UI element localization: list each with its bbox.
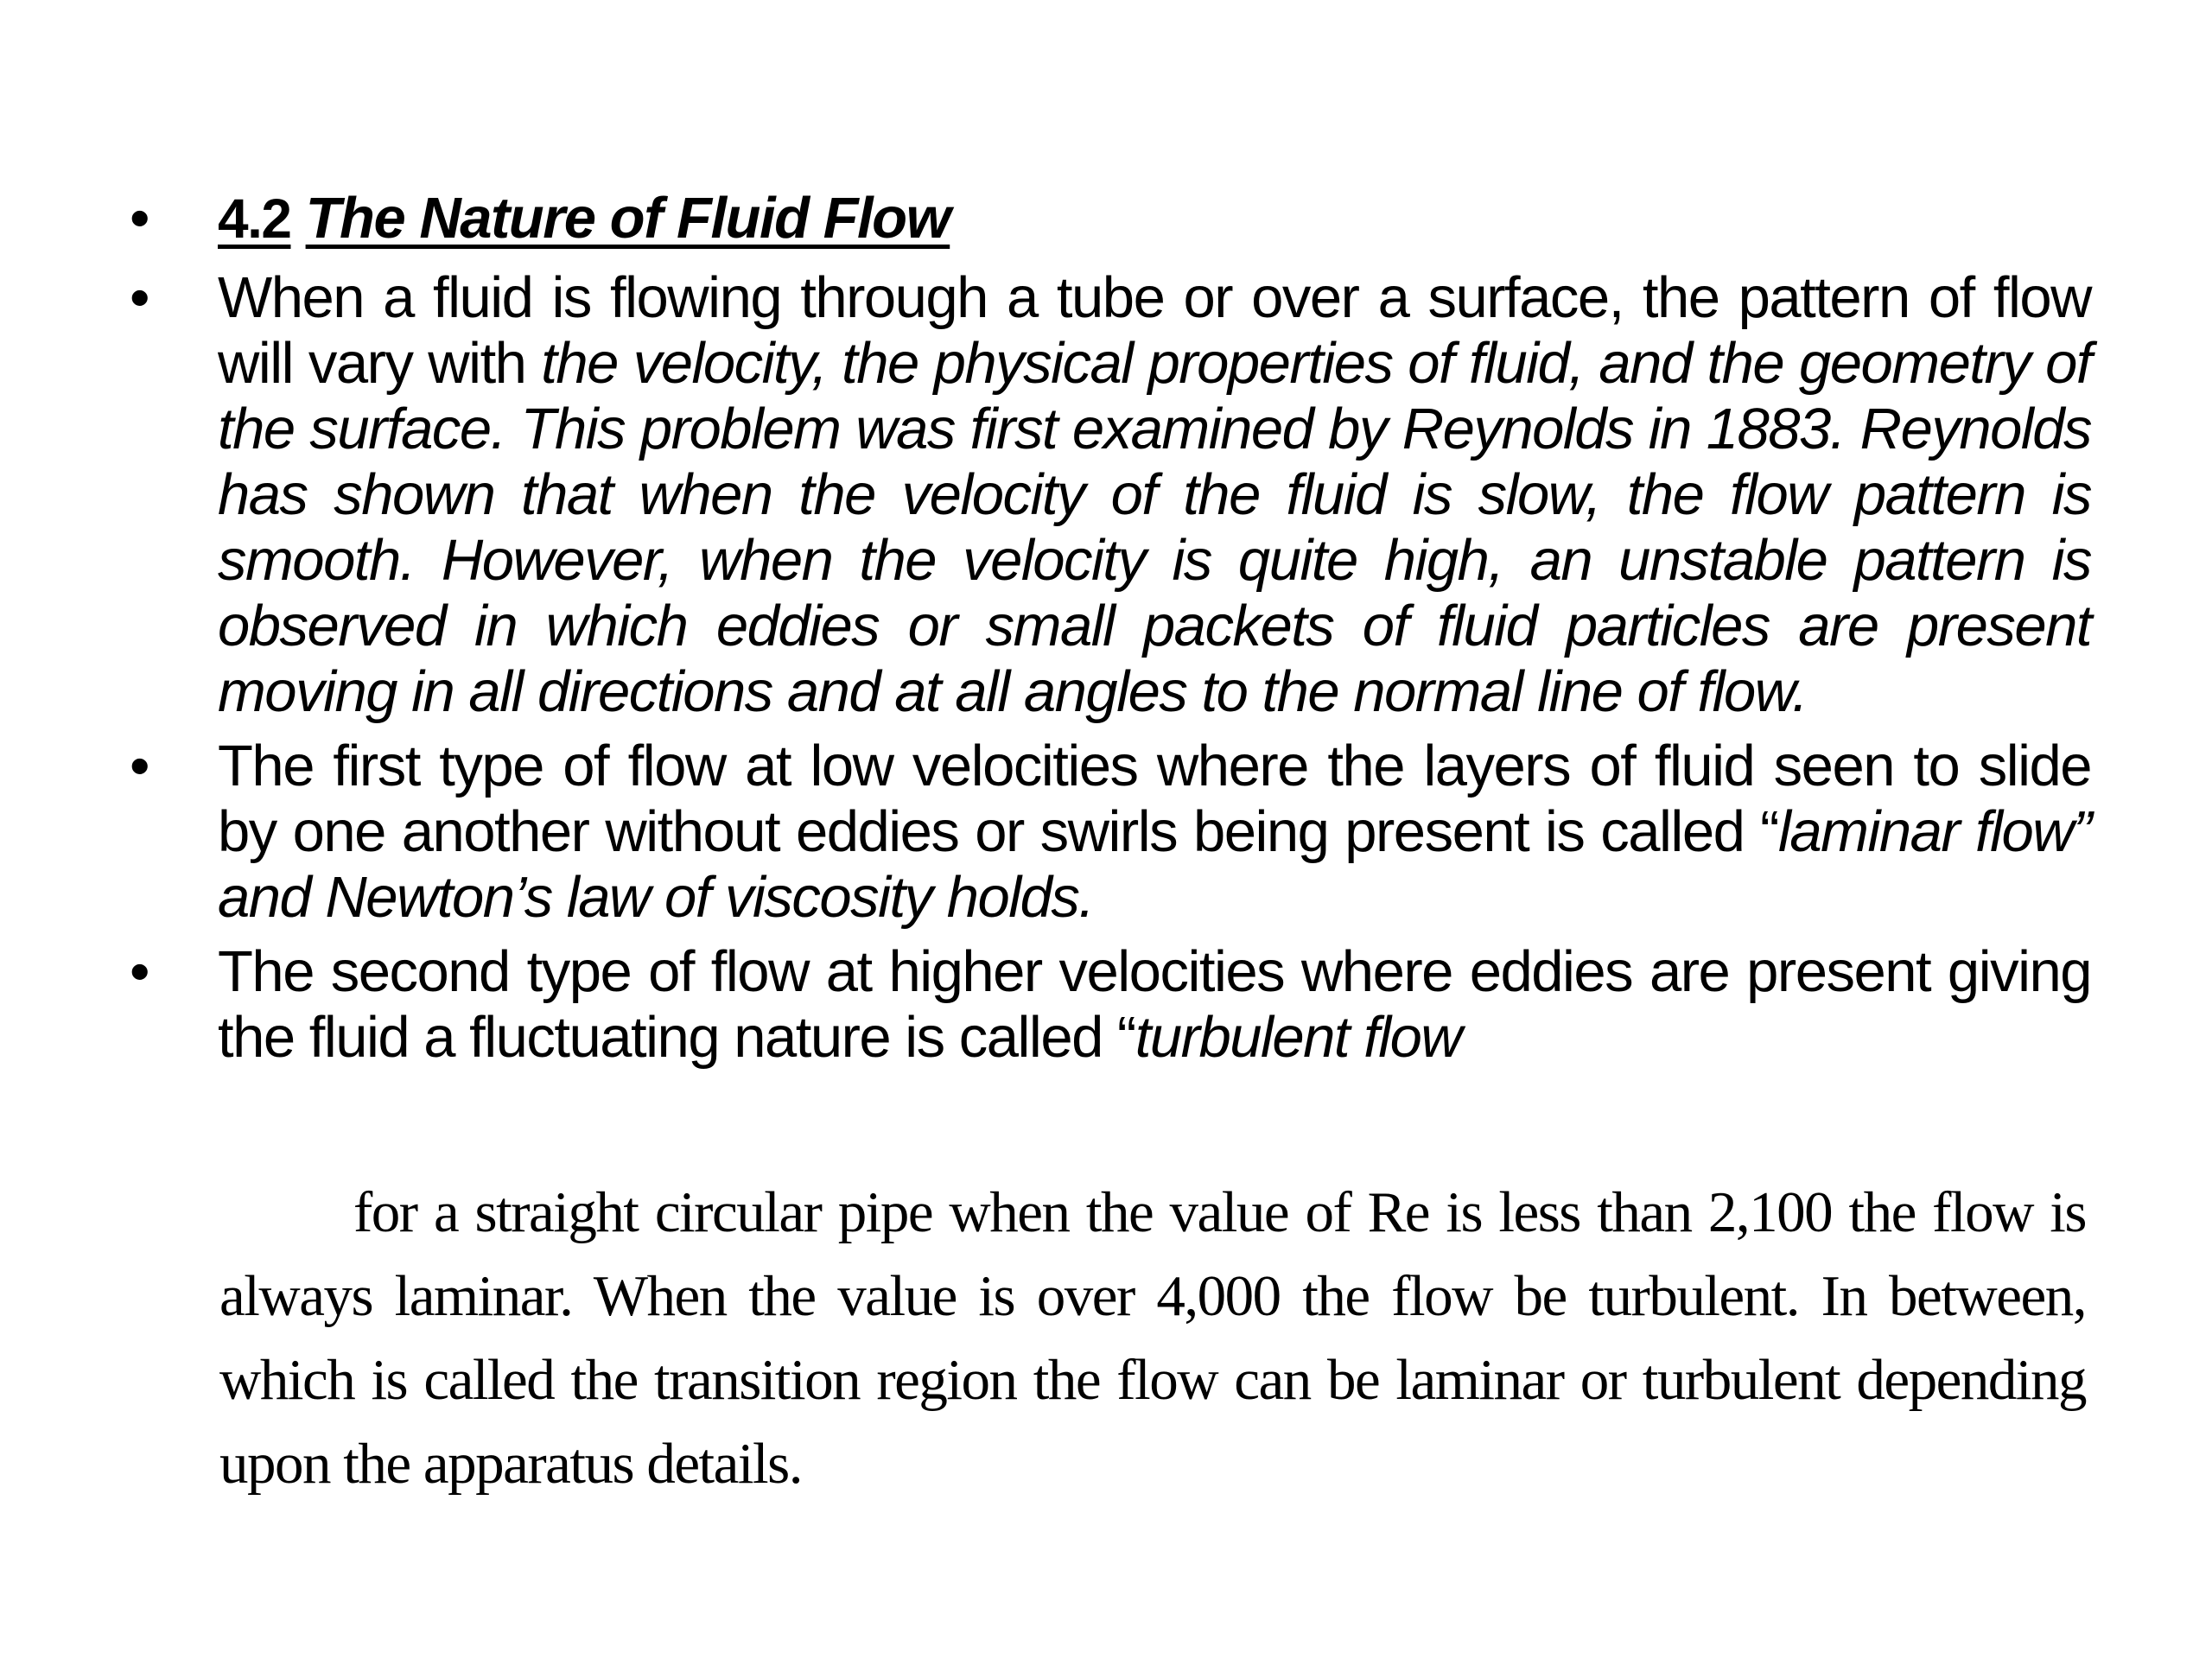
section-number: 4.2 [218, 188, 291, 250]
bullet-text: The first type of flow at low velocities where the layers of fluid seen to slide by one another without eddies or swirls being present is called “ [218, 734, 2091, 864]
bullet-item-reynolds [130, 265, 2091, 725]
section-title: The Nature of Fluid Flow [305, 186, 950, 251]
bullet-dot-icon: • [130, 939, 149, 1004]
bullet-item-turbulent [130, 939, 2091, 1071]
bullet-text-italic: laminar flow” and Newton’s law of viscosity holds. [218, 799, 2091, 930]
bullet-text: When a fluid is flowing through a tube or over a surface, the pattern of flow will vary with [218, 265, 2091, 396]
bullet-text-italic: the velocity, the physical properties of fluid, and the geometry of the surface. This problem was first examined by Reynolds in 1883. Reynolds has shown that when the velocity of the fluid is slow, the flow pattern is smooth. However, when the velocity is quite high, an unstable pattern is observed in which eddies or small packets of fluid particles are present moving in all directions and at all angles to the normal line of flow. [218, 331, 2091, 724]
heading-bullet [130, 186, 2091, 251]
bullet-item-laminar [130, 734, 2091, 931]
bullet-dot-icon: • [130, 265, 149, 330]
bullet-text: The second type of flow at higher velocities where eddies are present giving the fluid a fluctuating nature is called “ [218, 939, 2091, 1070]
bullet-dot-icon: • [130, 186, 149, 251]
bullet-text-italic: turbulent flow [1135, 1005, 1462, 1070]
bullet-list [130, 186, 2091, 1079]
bullet-dot-icon: • [130, 734, 149, 798]
reynolds-number-paragraph: for a straight circular pipe when the value of Re is less than 2,100 the flow is always laminar. When the value is over 4,000 the flow be turbulent. In between, which is called the transition region the flow can be laminar or turbulent depending upon the apparatus details. [219, 1180, 2086, 1496]
